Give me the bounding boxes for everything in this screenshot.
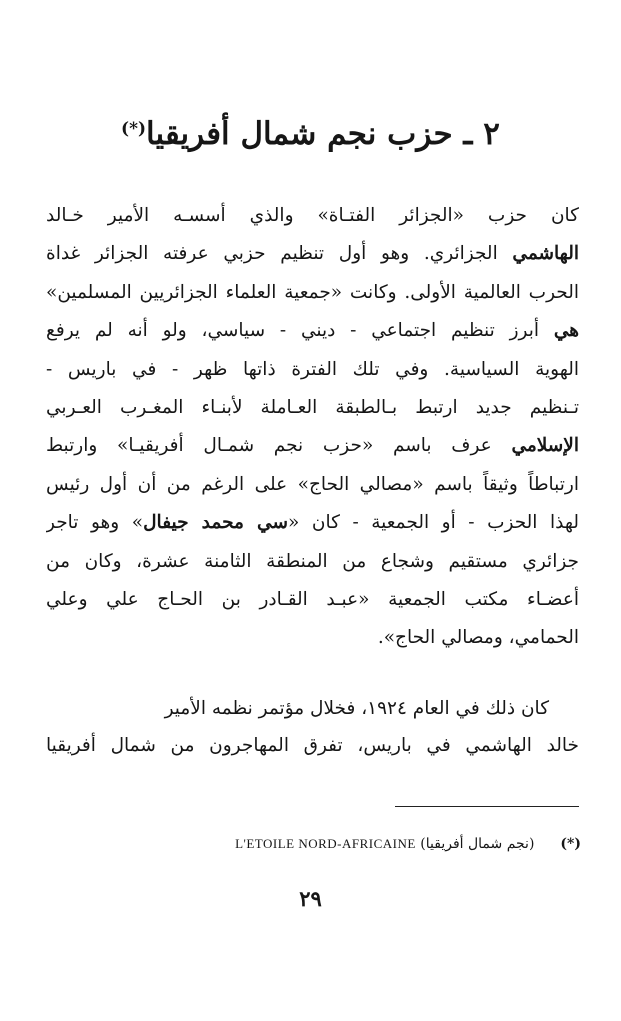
- text-line: الهاشمي الجزائري. وهو أول تنظيم حزبي عرفته الجزائر غداة: [46, 243, 579, 265]
- footnote-arabic: (نجم شمال أفريقيا): [420, 836, 535, 852]
- footnote-reference-marker: (*): [121, 119, 147, 139]
- chapter-heading-text: ٢ ـ حزب نجم شمال أفريقيا: [146, 116, 500, 152]
- text-line: كان حزب «الجزائر الفتـاة» والذي أسسـه الأمير خـالد: [46, 205, 579, 226]
- text-line: خالد الهاشمي في باريس، تفرق المهاجرون من شمال أفريقيا: [46, 735, 579, 756]
- footnote: [120, 832, 581, 856]
- text-line: الإسلامي عرف باسم «حزب نجم شمـال أفريقيـا» وارتبط: [46, 435, 579, 457]
- footnote-divider: [395, 806, 579, 807]
- emphasized-word: الهاشمي: [512, 243, 579, 265]
- text-line: الحرب العالمية الأولى. وكانت «جمعية العلماء الجزائريين المسلمين»: [46, 281, 579, 303]
- paragraph-2: [46, 690, 579, 764]
- footnote-marker: (*): [560, 836, 581, 852]
- text-line: هي أبرز تنظيم اجتماعي - ديني - سياسي، ولو أنه لم يرفع: [46, 320, 579, 342]
- text-line: أعضـاء مكتب الجمعية «عبـد القـادر بن الحـاج علي وعلي: [46, 588, 579, 610]
- emphasized-word: الإسلامي: [511, 435, 579, 457]
- text-line: ارتباطاً وثيقاً باسم «مصالي الحاج» على الرغم من أن أول رئيس: [46, 473, 579, 495]
- text-line: الحمامي، ومصالي الحاج».: [377, 627, 579, 649]
- emphasized-name: سي محمد جيفال: [143, 512, 288, 534]
- page-number: ٢٩: [299, 886, 322, 911]
- paragraph-1: [46, 197, 579, 658]
- emphasized-word: هي: [553, 320, 579, 342]
- text-line: تـنظيم جديد ارتبط بـالطبقة العـاملة لأبنـاء المغـرب العـربي: [46, 396, 579, 418]
- text-line: كان ذلك في العام ١٩٢٤، فخلال مؤتمر نظمه الأمير: [164, 698, 549, 719]
- chapter-heading: [40, 103, 581, 160]
- text-line: جزائري مستقيم وشجاع من المنطقة الثامنة عشرة، وكان من: [46, 550, 579, 572]
- text-line: لهذا الحزب - أو الجمعية - كان «سي محمد جيفال» وهو تاجر: [46, 512, 579, 534]
- text-line: الهوية السياسية. وفي تلك الفترة ذاتها ظهر - في باريس -: [46, 358, 579, 380]
- footnote-latin: L'ETOILE NORD-AFRICAINE: [235, 836, 416, 851]
